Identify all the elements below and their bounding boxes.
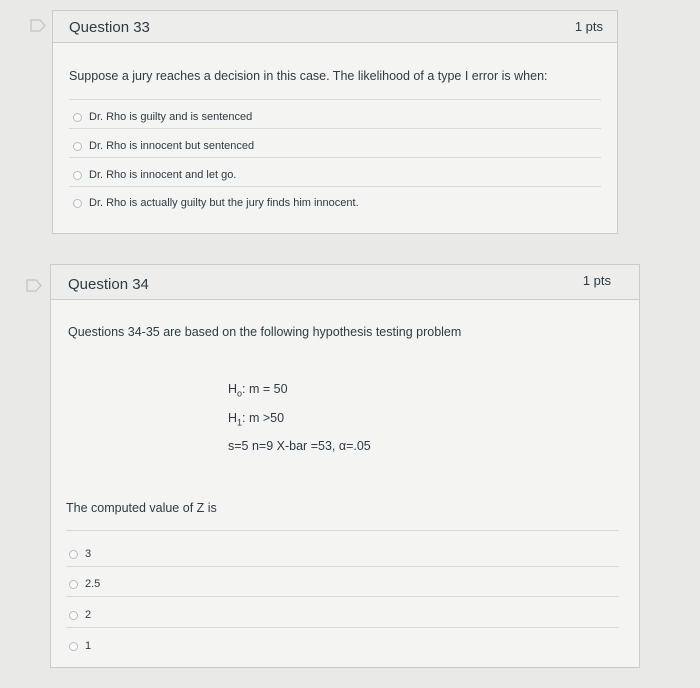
option-label: 2.5 — [85, 578, 101, 590]
given-values: s=5 n=9 X-bar =53, α=.05 — [228, 439, 371, 453]
option-34-2[interactable] — [69, 578, 100, 590]
radio-button[interactable] — [69, 611, 78, 620]
question-33-card — [52, 10, 618, 234]
alternative-hypothesis: $H_1$: m >50 — [228, 411, 285, 428]
question-34-sub-prompt: The computed value of Z is — [66, 501, 217, 515]
divider — [69, 99, 601, 100]
radio-button[interactable] — [73, 171, 82, 180]
option-33-2[interactable] — [73, 140, 254, 152]
question-33-prompt: Suppose a jury reaches a decision in this case. The likelihood of a type I error is when: — [69, 69, 548, 83]
option-34-3[interactable] — [69, 609, 91, 621]
option-label: Dr. Rho is innocent but sentenced — [89, 140, 255, 152]
question-33-title: Question 33 — [69, 19, 150, 36]
flag-question-33-icon[interactable] — [30, 19, 46, 32]
radio-button[interactable] — [73, 142, 82, 151]
radio-button[interactable] — [69, 580, 78, 589]
question-34-prompt: Questions 34-35 are based on the following hypothesis testing problem — [68, 325, 462, 339]
question-34-points: 1 pts — [582, 273, 611, 288]
divider — [69, 157, 601, 158]
option-33-1[interactable] — [73, 111, 252, 123]
option-34-4[interactable] — [69, 640, 91, 652]
flag-question-34-icon[interactable] — [26, 279, 42, 292]
null-hypothesis: $H_o$: m = 50 — [228, 382, 288, 399]
option-33-3[interactable] — [73, 169, 236, 181]
option-label: Dr. Rho is guilty and is sentenced — [89, 111, 253, 123]
divider — [66, 596, 619, 597]
option-label: Dr. Rho is actually guilty but the jury finds him innocent. — [89, 197, 359, 209]
radio-button[interactable] — [73, 113, 82, 122]
question-34-title: Question 34 — [68, 276, 149, 293]
radio-button[interactable] — [69, 642, 78, 651]
option-label: 1 — [85, 640, 92, 652]
option-34-1[interactable] — [69, 548, 91, 560]
option-label: 2 — [85, 609, 92, 621]
question-33-header — [53, 11, 617, 43]
radio-button[interactable] — [69, 550, 78, 559]
question-34-header — [51, 265, 639, 300]
divider — [66, 566, 619, 567]
divider — [66, 627, 619, 628]
radio-button[interactable] — [73, 199, 82, 208]
option-label: 3 — [85, 548, 92, 560]
divider — [69, 128, 601, 129]
divider — [69, 186, 601, 187]
divider — [66, 530, 619, 531]
option-33-4[interactable] — [73, 197, 359, 209]
option-label: Dr. Rho is innocent and let go. — [89, 169, 237, 181]
question-33-points: 1 pts — [574, 19, 603, 34]
question-34-card — [50, 264, 640, 668]
